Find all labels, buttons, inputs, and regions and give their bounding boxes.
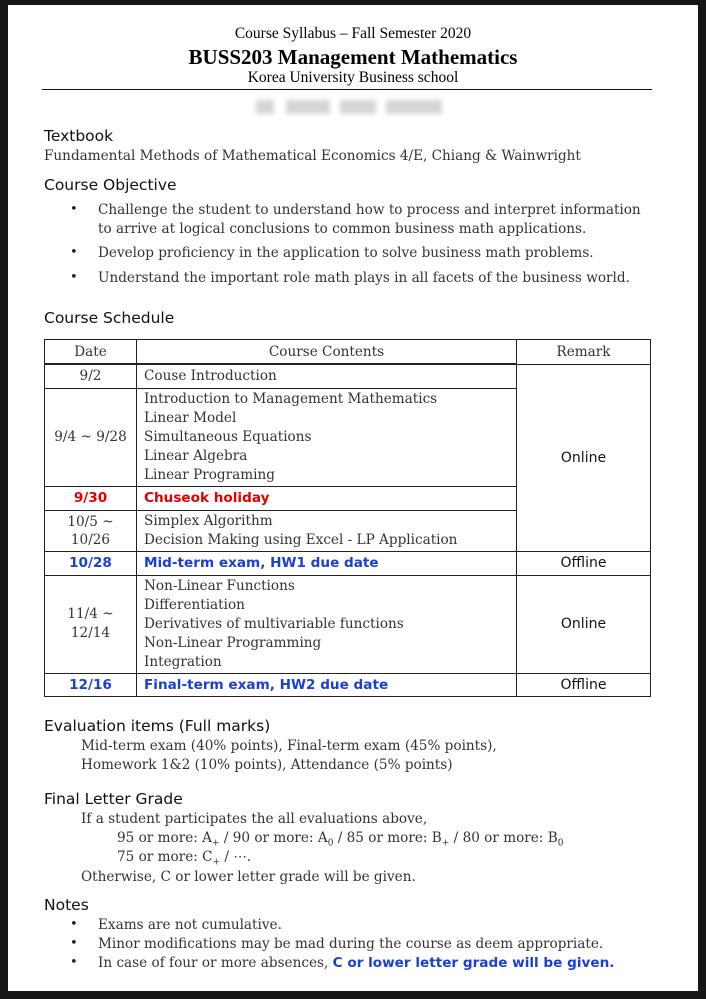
- bullet-icon: •: [70, 245, 78, 260]
- school-name: Korea University Business school: [247, 69, 459, 86]
- bullet-icon: •: [70, 936, 78, 951]
- row-contents: Couse Introduction: [137, 364, 517, 388]
- schedule-table: [44, 339, 651, 697]
- bullet-icon: •: [70, 955, 78, 970]
- remark-online: Online: [517, 364, 651, 551]
- table-row: [45, 364, 651, 388]
- column-header-remark: Remark: [517, 340, 651, 365]
- row-contents: Mid-term exam, HW1 due date: [137, 551, 517, 575]
- bullet-icon: •: [70, 270, 78, 285]
- table-header-row: [45, 340, 651, 365]
- grade-scale-line-2: 75 or more: $C_+$ / ⋯.: [117, 849, 252, 868]
- grade-intro: If a student participates the all evaluations above,: [81, 811, 428, 827]
- row-contents: Introduction to Management Mathematics Linear Model Simultaneous Equations Linear Algebra Linear Programing: [137, 388, 517, 486]
- remark-online: Online: [517, 575, 651, 673]
- evaluation-line-2: Homework 1&2 (10% points), Attendance (5% points): [81, 757, 453, 773]
- row-contents: Non-Linear Functions Differentiation Derivatives of multivariable functions Non-Linear Programming Integration: [137, 575, 517, 673]
- grade-heading: Final Letter Grade: [44, 790, 183, 808]
- note-item-3: In case of four or more absences, C or lower letter grade will be given.: [98, 955, 615, 971]
- textbook-heading: Textbook: [44, 127, 114, 145]
- row-date: 12/16: [45, 673, 137, 696]
- row-date: 9/4 ~ 9/28: [45, 388, 137, 486]
- row-date: 9/2: [45, 364, 137, 388]
- document-subtitle: Course Syllabus – Fall Semester 2020: [234, 25, 472, 42]
- objective-item-1-line-1: Challenge the student to understand how to process and interpret information: [98, 202, 641, 218]
- objective-item-2: Develop proficiency in the application to solve business math problems.: [98, 245, 594, 261]
- table-row: [45, 575, 651, 673]
- note-item-2: Minor modifications may be mad during the course as deem appropriate.: [98, 936, 604, 952]
- table-row-exam: [45, 551, 651, 575]
- note-highlight: C or lower letter grade will be given.: [332, 955, 615, 971]
- row-date: 10/28: [45, 551, 137, 575]
- evaluation-line-1: Mid-term exam (40% points), Final-term exam (45% points),: [81, 738, 497, 754]
- remark-offline: Offline: [517, 551, 651, 575]
- row-date: 9/30: [45, 486, 137, 510]
- row-date: 11/4 ~ 12/14: [45, 575, 137, 673]
- row-date: 10/5 ~ 10/26: [45, 510, 137, 551]
- objective-item-3: Understand the important role math plays in all facets of the business world.: [98, 270, 630, 286]
- objective-heading: Course Objective: [44, 176, 177, 194]
- bullet-icon: •: [70, 202, 78, 217]
- evaluation-heading: Evaluation items (Full marks): [44, 717, 271, 735]
- schedule-heading: Course Schedule: [44, 309, 175, 327]
- column-header-contents: Course Contents: [137, 340, 517, 365]
- column-header-date: Date: [45, 340, 137, 365]
- textbook-text: Fundamental Methods of Mathematical Economics 4/E, Chiang & Wainwright: [44, 148, 581, 164]
- grade-otherwise: Otherwise, C or lower letter grade will be given.: [81, 869, 416, 885]
- row-contents: Final-term exam, HW2 due date: [137, 673, 517, 696]
- row-contents: Simplex Algorithm Decision Making using Excel - LP Application: [137, 510, 517, 551]
- grade-scale-line-1: 95 or more: $A_+ / 90$ or more: $A_0 / 85$ or more: $B_+ / 80$ or more: $B_0$: [117, 830, 564, 849]
- notes-heading: Notes: [44, 896, 89, 914]
- header-divider: [42, 89, 652, 90]
- objective-item-1-line-2: to arrive at logical conclusions to common business math applications.: [98, 221, 587, 237]
- bullet-icon: •: [70, 917, 78, 932]
- remark-offline: Offline: [517, 673, 651, 696]
- table-row-exam: [45, 673, 651, 696]
- note-item-1: Exams are not cumulative.: [98, 917, 282, 933]
- course-title: BUSS203 Management Mathematics: [188, 45, 518, 69]
- row-contents: Chuseok holiday: [137, 486, 517, 510]
- syllabus-page: [8, 5, 698, 991]
